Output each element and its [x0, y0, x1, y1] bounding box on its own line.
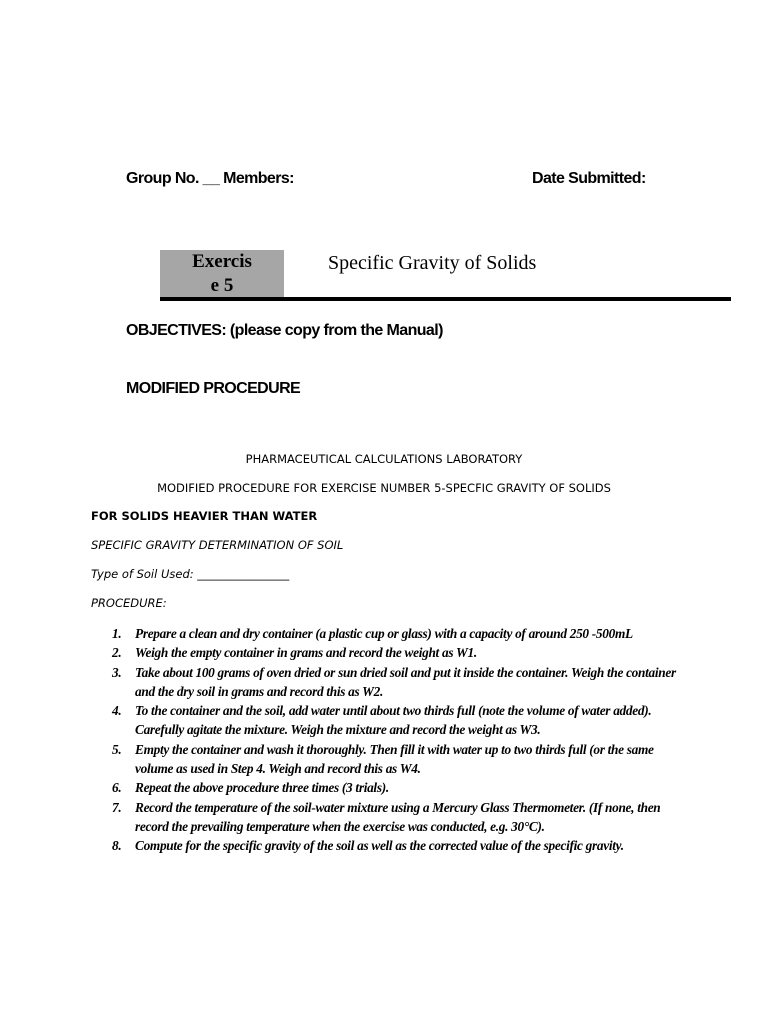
procedure-step [96, 663, 686, 702]
solids-heading: FOR SOLIDS HEAVIER THAN WATER [91, 509, 318, 523]
procedure-step [96, 778, 686, 797]
procedure-label: PROCEDURE: [91, 596, 167, 610]
step-text: Empty the container and wash it thoroughly. Then fill it with water up to two thirds full (or the same volume as used in Step 4. Weigh and record this as W4. [135, 741, 654, 777]
group-members-line: Group No. __ Members: [126, 170, 294, 187]
objectives-heading: OBJECTIVES: (please copy from the Manual) [126, 322, 443, 339]
step-number: 4. [112, 703, 122, 719]
step-text: Take about 100 grams of oven dried or sun dried soil and put it inside the container. Weigh the container and the dry soil in grams and record this as W2. [135, 664, 676, 699]
step-text: Weigh the empty container in grams and record the weight as W1. [135, 645, 477, 661]
procedure-step [96, 740, 686, 779]
step-text: To the container and the soil, add water until about two thirds full (note the volume of water added). Carefully agitate the mixture. Weigh the mixture and record the weight as W3. [135, 703, 652, 738]
step-text: Compute for the specific gravity of the soil as well as the corrected value of the specific gravity. [135, 838, 624, 854]
exercise-label-line1: Exercis [192, 251, 252, 272]
lab-title: PHARMACEUTICAL CALCULATIONS LABORATORY [245, 452, 523, 466]
procedure-step [96, 624, 686, 643]
exercise-title: Specific Gravity of Solids [328, 252, 537, 274]
date-submitted-line: Date Submitted: [532, 170, 646, 187]
procedure-steps-list [96, 624, 686, 856]
step-number: 3. [112, 664, 122, 680]
procedure-step [96, 643, 686, 662]
step-number: 7. [112, 799, 122, 815]
sg-determination-heading: SPECIFIC GRAVITY DETERMINATION OF SOIL [91, 538, 344, 552]
step-number: 2. [112, 645, 122, 661]
procedure-step [96, 798, 686, 837]
step-text: Prepare a clean and dry container (a plastic cup or glass) with a capacity of around 250 -500mL [135, 626, 633, 641]
step-number: 6. [112, 780, 122, 796]
soil-type-line: Type of Soil Used: ________________ [91, 567, 290, 581]
step-text: Record the temperature of the soil-water mixture using a Mercury Glass Thermometer. (If none, then record the prevailing temperature when the exercise was conducted, e.g. 30°C). [135, 799, 661, 834]
step-number: 1. [112, 626, 122, 641]
procedure-step [96, 701, 686, 740]
procedure-step [96, 836, 686, 855]
step-number: 5. [112, 741, 122, 757]
modified-procedure-heading: MODIFIED PROCEDURE [126, 380, 301, 397]
modified-procedure-title: MODIFIED PROCEDURE FOR EXERCISE NUMBER 5-SPECFIC GRAVITY OF SOLIDS [157, 481, 611, 495]
step-text: Repeat the above procedure three times (3 trials). [135, 780, 389, 796]
exercise-label-box [160, 250, 284, 298]
step-number: 8. [112, 838, 122, 854]
title-rule [160, 297, 731, 301]
exercise-label-line2: e 5 [210, 275, 234, 296]
